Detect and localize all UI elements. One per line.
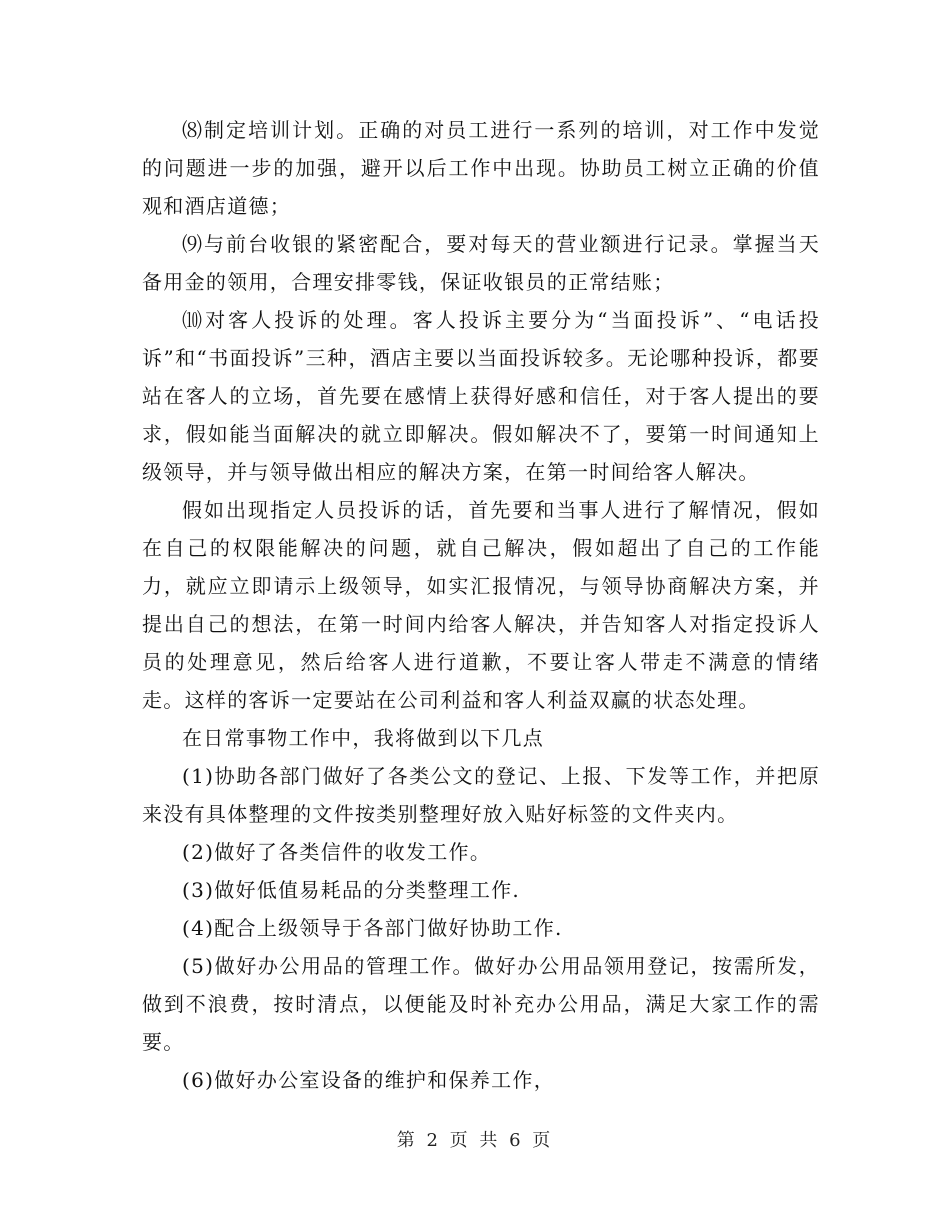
paragraph-designated-staff-complaint: 假如出现指定人员投诉的话，首先要和当事人进行了解情况，假如在自己的权限能解决的问题，就自己解决，假如超出了自己的工作能力，就应立即请示上级领导，如实汇报情况，与领导协商解决方案，并提出自己的想法，在第一时间内给客人解决，并告知客人对指定投诉人员的处理意见，然后给客人进行道歉，不要让客人带走不满意的情绪走。这样的客诉一定要站在公司利益和客人利益双赢的状态处理。: [142, 498, 820, 712]
paragraph-complaint-handling: ⑽对客人投诉的处理。客人投诉主要分为“当面投诉”、“电话投诉”和“书面投诉”三种，酒店主要以当面投诉较多。无论哪种投诉，都要站在客人的立场，首先要在感情上获得好感和信任，对于客人提出的要求，假如能当面解决的就立即解决。假如解决不了，要第一时间通知上级领导，并与领导做出相应的解决方案，在第一时间给客人解决。: [142, 308, 820, 484]
paragraph-item-4: (4)配合上级领导于各部门做好协助工作.: [182, 916, 563, 940]
document-body: [142, 111, 820, 1099]
paragraph-cashier-coordination: ⑼与前台收银的紧密配合，要对每天的营业额进行记录。掌握当天备用金的领用，合理安排零钱，保证收银员的正常结账；: [142, 232, 820, 294]
paragraph-training-plan: ⑻制定培训计划。正确的对员工进行一系列的培训，对工作中发觉的问题进一步的加强，避开以后工作中出现。协助员工树立正确的价值观和酒店道德；: [142, 118, 820, 218]
paragraph-item-5: (5)做好办公用品的管理工作。做好办公用品领用登记，按需所发，做到不浪费，按时清点，以便能及时补充办公用品，满足大家工作的需要。: [142, 954, 820, 1054]
paragraph-daily-work-intro: 在日常事物工作中，我将做到以下几点: [182, 726, 545, 750]
paragraph-item-6: (6)做好办公室设备的维护和保养工作，: [182, 1068, 556, 1092]
paragraph-item-2: (2)做好了各类信件的收发工作。: [182, 840, 492, 864]
paragraph-item-1: (1)协助各部门做好了各类公文的登记、上报、下发等工作，并把原来没有具体整理的文件按类别整理好放入贴好标签的文件夹内。: [142, 764, 820, 826]
paragraph-item-3: (3)做好低值易耗品的分类整理工作.: [182, 878, 521, 902]
page-number-footer: 第 2 页 共 6 页: [396, 1130, 554, 1151]
